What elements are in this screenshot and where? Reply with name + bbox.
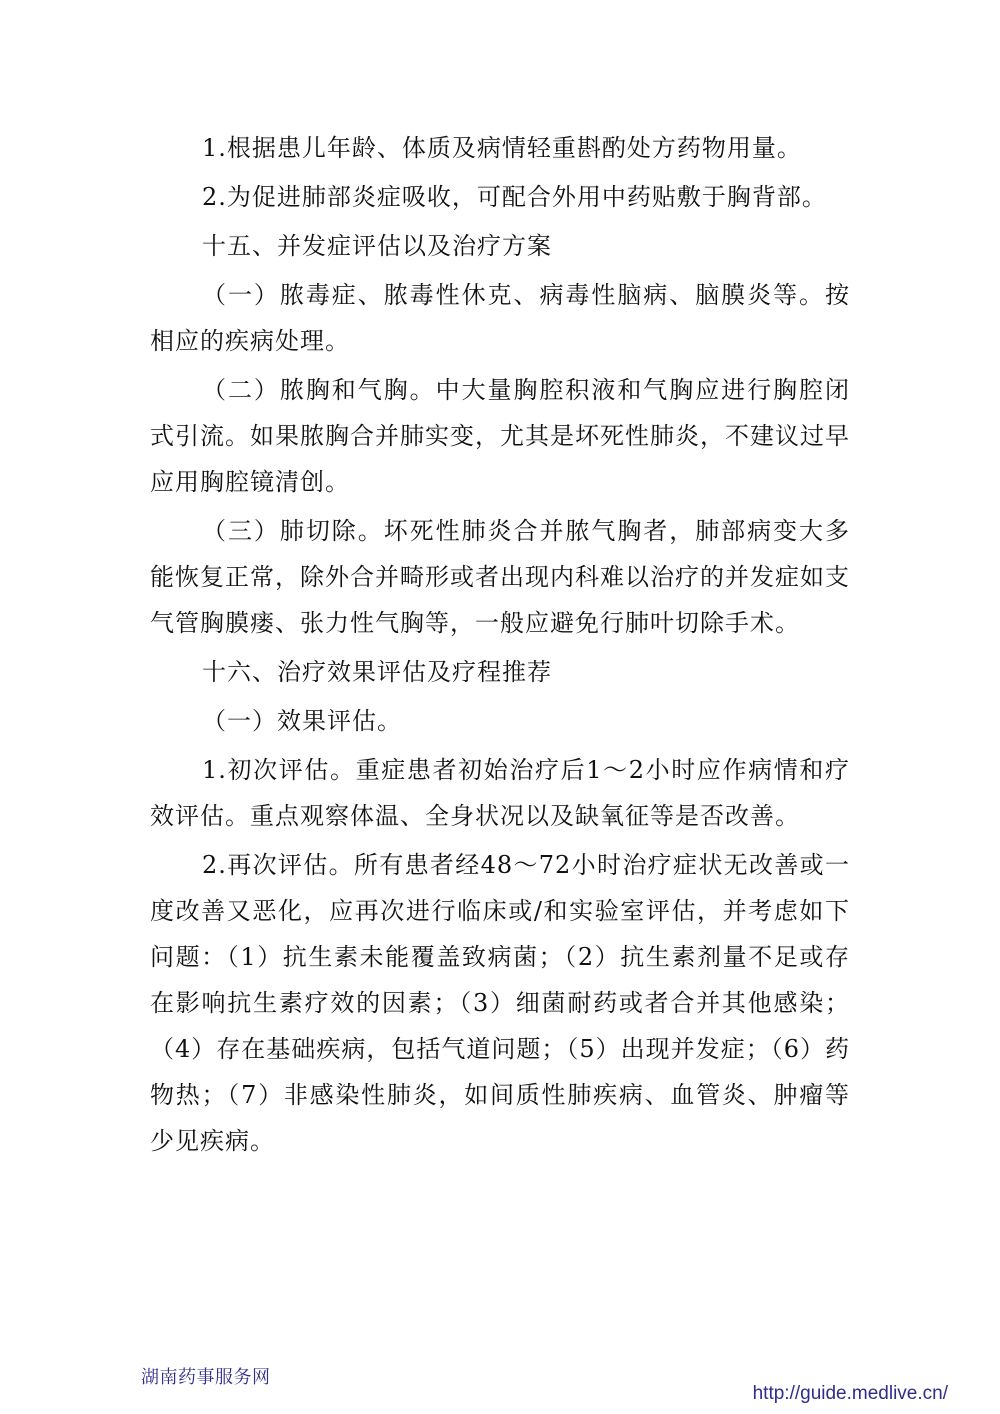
paragraph-initial-evaluation: 1.初次评估。重症患者初始治疗后1～2小时应作病情和疗效评估。重点观察体温、全身状况以及缺氧征等是否改善。 xyxy=(150,756,850,830)
paragraph-external-application: 2.为促进肺部炎症吸收，可配合外用中药贴敷于胸背部。 xyxy=(202,183,827,211)
section-heading-15: 十五、并发症评估以及治疗方案 xyxy=(202,232,552,260)
subheading-effect-evaluation: （一）效果评估。 xyxy=(202,707,402,735)
paragraph-re-evaluation: 2.再次评估。所有患者经48～72小时治疗症状无改善或一度改善又恶化，应再次进行临床或/和实验室评估，并考虑如下问题：（1）抗生素未能覆盖致病菌；（2）抗生素剂量不足或存在影响抗生素疗效的因素；（3）细菌耐药或者合并其他感染；（4）存在基础疾病，包括气道问题；（5）出现并发症；（6）药物热；（7）非感染性肺炎，如间质性肺疾病、血管炎、肿瘤等少见疾病。 xyxy=(150,851,850,1155)
section-heading-16: 十六、治疗效果评估及疗程推荐 xyxy=(202,658,552,686)
paragraph-dosage: 1.根据患儿年龄、体质及病情轻重斟酌处方药物用量。 xyxy=(202,134,802,162)
paragraph-empyema-pneumothorax: （二）脓胸和气胸。中大量胸腔积液和气胸应进行胸腔闭式引流。如果脓胸合并肺实变，尤其是坏死性肺炎，不建议过早应用胸腔镜清创。 xyxy=(150,376,850,496)
footer-site-name: 湖南药事服务网 xyxy=(141,1367,271,1388)
document-body xyxy=(150,125,850,1167)
footer-url-link[interactable]: http://guide.medlive.cn/ xyxy=(752,1383,948,1404)
paragraph-sepsis: （一）脓毒症、脓毒性休克、病毒性脑病、脑膜炎等。按相应的疾病处理。 xyxy=(150,281,850,355)
paragraph-lung-resection: （三）肺切除。坏死性肺炎合并脓气胸者，肺部病变大多能恢复正常，除外合并畸形或者出现内科难以治疗的并发症如支气管胸膜瘘、张力性气胸等，一般应避免行肺叶切除手术。 xyxy=(150,517,850,637)
